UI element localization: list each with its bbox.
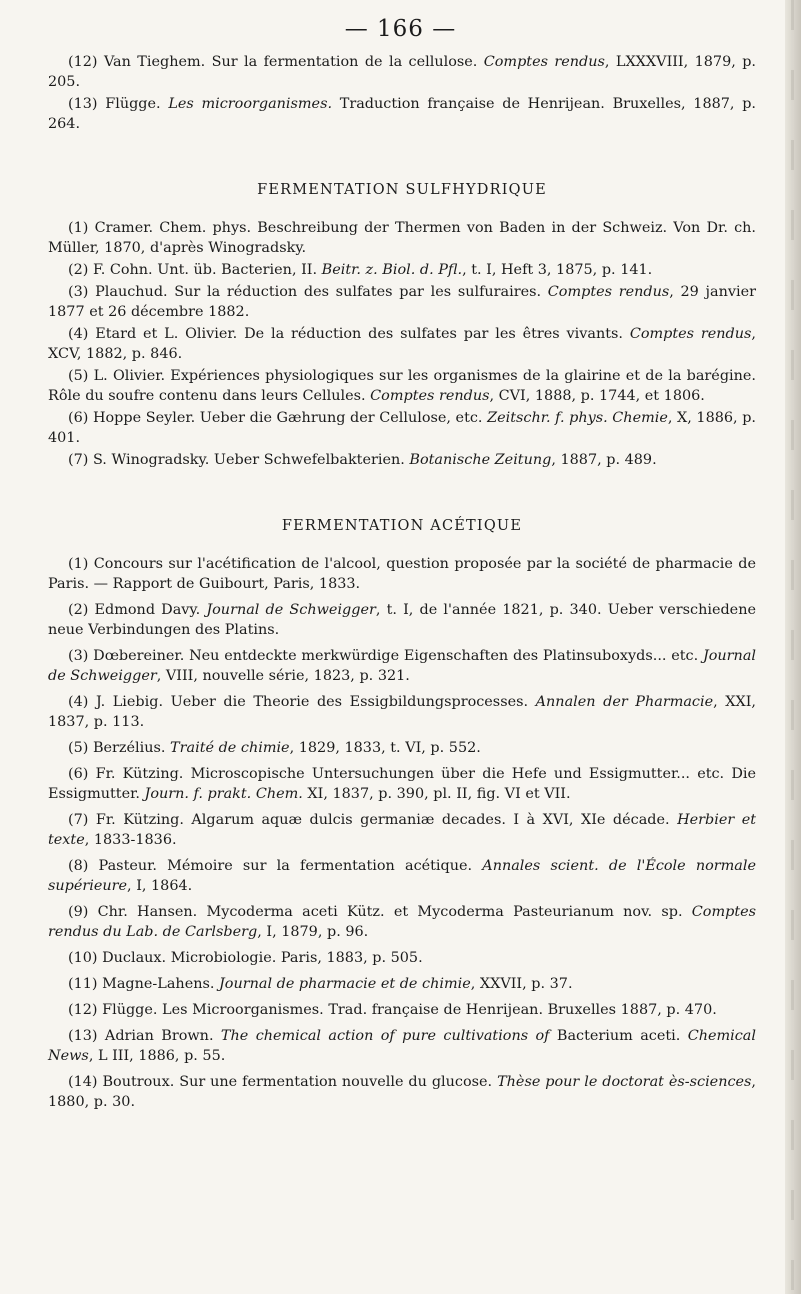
- reference-item: (3) Dœbereiner. Neu entdeckte merkwürdige Eigenschaften des Platinsuboxyds... etc. Journal de Schweigger, VIII, nouvelle série, 1823, p. 321.: [48, 648, 756, 684]
- reference-item: (2) Edmond Davy. Journal de Schweigger, t. I, de l'année 1821, p. 340. Ueber verschiedene neue Verbindungen des Platins.: [48, 602, 756, 638]
- reference-item: (14) Boutroux. Sur une fermentation nouvelle du glucose. Thèse pour le doctorat ès-sciences, 1880, p. 30.: [48, 1074, 756, 1110]
- section-acetique: [48, 554, 756, 1112]
- reference-item: (7) Fr. Kützing. Algarum aquæ dulcis germaniæ decades. I à XVI, XIe décade. Herbier et texte, 1833-1836.: [48, 812, 756, 848]
- reference-item: (5) L. Olivier. Expériences physiologiques sur les organismes de la glairine et de la barégine. Rôle du soufre contenu dans leurs Cellules. Comptes rendus, CVI, 1888, p. 1744, et 1806.: [48, 368, 756, 404]
- section-title-sulfhydrique: FERMENTATION SULFHYDRIQUE: [257, 182, 547, 198]
- reference-item: (1) Concours sur l'acétification de l'alcool, question proposée par la société de pharmacie de Paris. — Rapport de Guibourt, Paris, 1833.: [48, 556, 756, 592]
- reference-item: (10) Duclaux. Microbiologie. Paris, 1883, p. 505.: [68, 950, 423, 966]
- reference-item: (13) Adrian Brown. The chemical action of pure cultivations of Bacterium aceti. Chemical News, L III, 1886, p. 55.: [48, 1028, 756, 1064]
- reference-item: (5) Berzélius. Traité de chimie, 1829, 1833, t. VI, p. 552.: [68, 740, 481, 756]
- reference-item: (4) Etard et L. Olivier. De la réduction des sulfates par les êtres vivants. Comptes rendus, XCV, 1882, p. 846.: [48, 326, 756, 362]
- reference-item: (3) Plauchud. Sur la réduction des sulfates par les sulfuraires. Comptes rendus, 29 janvier 1877 et 26 décembre 1882.: [48, 284, 756, 320]
- page-content: [48, 52, 756, 1112]
- reference-item: (12) Flügge. Les Microorganismes. Trad. française de Henrijean. Bruxelles 1887, p. 470.: [68, 1002, 717, 1018]
- reference-item: (1) Cramer. Chem. phys. Beschreibung der Thermen von Baden in der Schweiz. Von Dr. ch. Müller, 1870, d'après Winogradsky.: [48, 220, 756, 256]
- reference-item: (2) F. Cohn. Unt. üb. Bacterien, II. Beitr. z. Biol. d. Pfl., t. I, Heft 3, 1875, p. 141.: [68, 262, 653, 278]
- reference-item: (8) Pasteur. Mémoire sur la fermentation acétique. Annales scient. de l'École normale supérieure, I, 1864.: [48, 858, 756, 894]
- top-references: [48, 52, 756, 134]
- reference-item: (11) Magne-Lahens. Journal de pharmacie et de chimie, XXVII, p. 37.: [68, 976, 573, 992]
- reference-item: (7) S. Winogradsky. Ueber Schwefelbakterien. Botanische Zeitung, 1887, p. 489.: [68, 452, 657, 468]
- page-edge: [785, 0, 801, 1294]
- page-number: — 166 —: [344, 16, 457, 42]
- section-sulfhydrique: [48, 218, 756, 470]
- reference-item: (12) Van Tieghem. Sur la fermentation de la cellulose. Comptes rendus, LXXXVIII, 1879, p. 205.: [48, 54, 756, 90]
- reference-item: (4) J. Liebig. Ueber die Theorie des Essigbildungsprocesses. Annalen der Pharmacie, XXI, 1837, p. 113.: [48, 694, 757, 730]
- reference-item: (6) Hoppe Seyler. Ueber die Gæhrung der Cellulose, etc. Zeitschr. f. phys. Chemie, X, 1886, p. 401.: [48, 410, 756, 446]
- reference-item: (6) Fr. Kützing. Microscopische Untersuchungen über die Hefe und Essigmutter... etc. Die Essigmutter. Journ. f. prakt. Chem. XI, 1837, p. 390, pl. II, fig. VI et VII.: [48, 766, 756, 802]
- section-title-acetique: FERMENTATION ACÉTIQUE: [281, 518, 523, 534]
- reference-item: (9) Chr. Hansen. Mycoderma aceti Kütz. et Mycoderma Pasteurianum nov. sp. Comptes rendus du Lab. de Carlsberg, I, 1879, p. 96.: [48, 904, 756, 940]
- reference-item: (13) Flügge. Les microorganismes. Traduction française de Henrijean. Bruxelles, 1887, p. 264.: [48, 96, 756, 132]
